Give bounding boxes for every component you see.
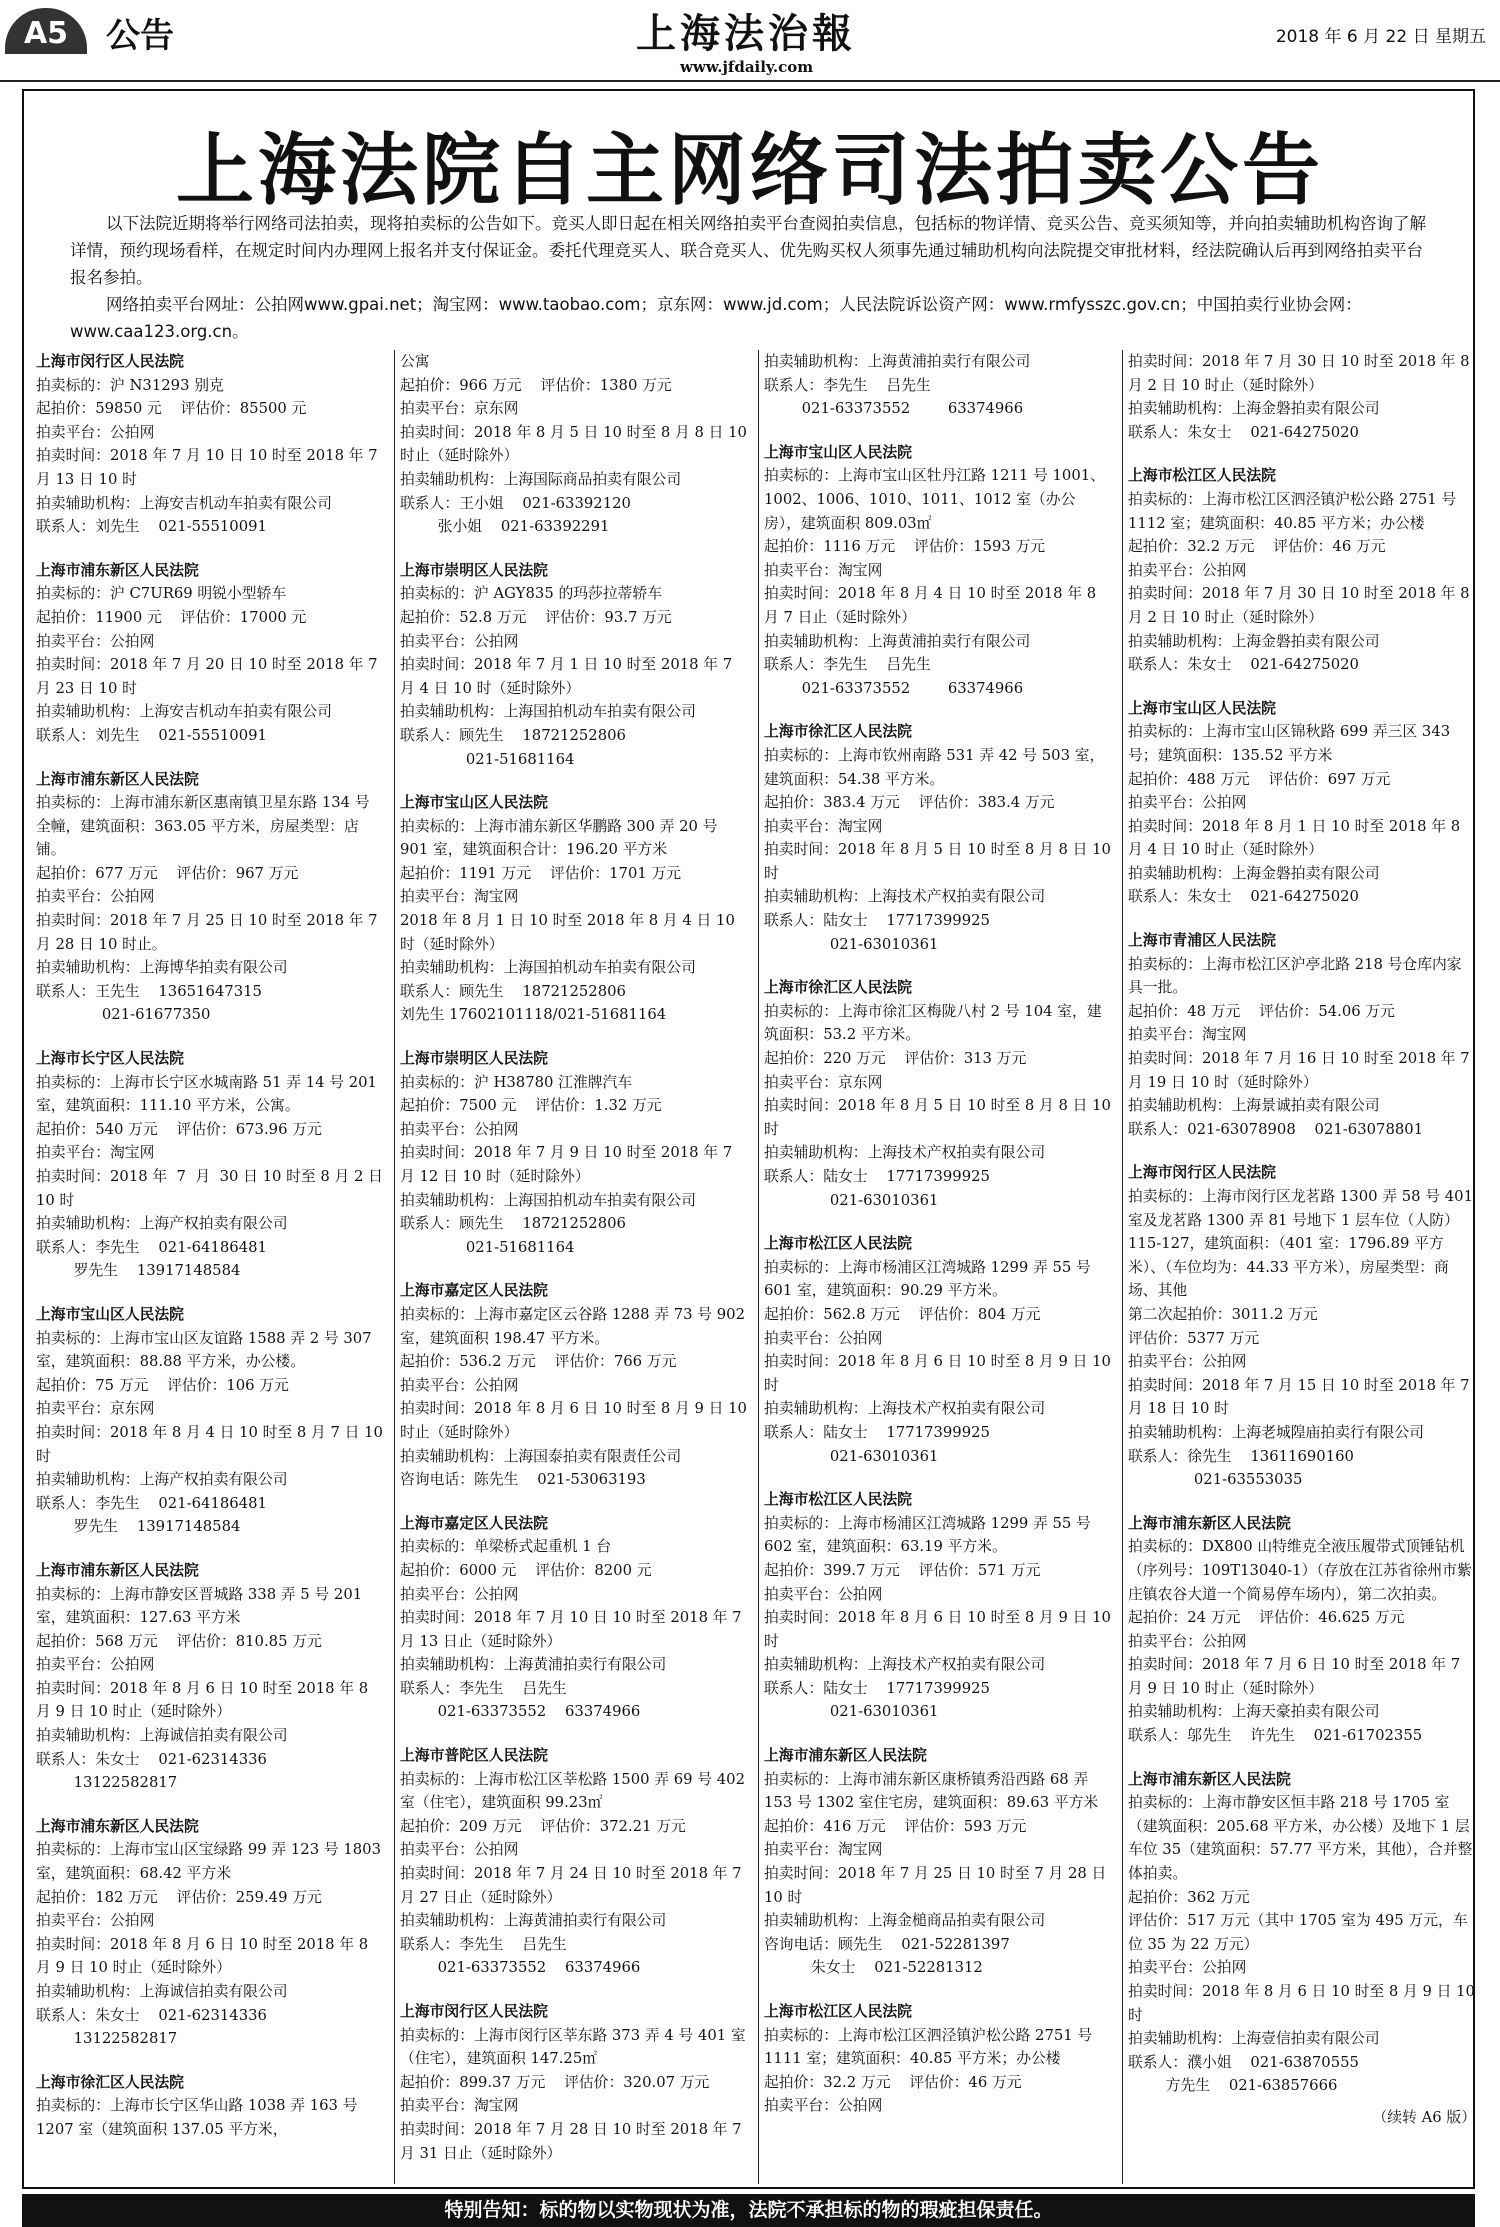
notice-line: 联系人：李先生 021-64186481 — [36, 1238, 267, 1256]
column-1 — [36, 350, 388, 2184]
notice-line: 起拍价：11900 元 评估价：17000 元 — [36, 608, 307, 626]
auction-notice — [764, 1744, 1112, 1980]
header-rule — [0, 80, 1500, 82]
notice-line: 拍卖标的：沪 H38780 江淮牌汽车 — [400, 1073, 633, 1091]
notice-line: 联系人：王先生 13651647315 — [36, 982, 262, 1000]
notice-line: 起拍价：24 万元 评估价：46.625 万元 — [1128, 1609, 1405, 1627]
page-number-badge: A5 — [5, 8, 87, 54]
notice-line: 联系人：李先生 吕先生 — [764, 376, 931, 394]
notice-line: 拍卖平台：公拍网 — [36, 888, 155, 906]
notice-line: 联系人：021-63078908 021-63078801 — [1128, 1120, 1424, 1138]
notice-line: 021-63010361 — [764, 1191, 939, 1209]
notice-line: 拍卖辅助机构：上海天豪拍卖有限公司 — [1128, 1703, 1380, 1721]
column-divider — [394, 350, 395, 2184]
auction-columns — [36, 350, 1480, 2184]
section-title: 公告 — [106, 16, 174, 56]
notice-line: 拍卖辅助机构：上海产权拍卖有限公司 — [36, 1215, 288, 1233]
court-name: 上海市徐汇区人民法院 — [764, 723, 912, 741]
notice-line: 拍卖辅助机构：上海诚信拍卖有限公司 — [36, 1727, 288, 1745]
notice-line: 拍卖平台：公拍网 — [36, 423, 155, 441]
notice-line: 拍卖平台：京东网 — [764, 1073, 883, 1091]
notice-line: 起拍价：540 万元 评估价：673.96 万元 — [36, 1120, 322, 1138]
notice-line: 拍卖平台：淘宝网 — [764, 561, 883, 579]
notice-line: 拍卖辅助机构：上海景诚拍卖有限公司 — [1128, 1097, 1380, 1115]
notice-line: 罗先生 13917148584 — [36, 1262, 241, 1280]
court-name: 上海市宝山区人民法院 — [36, 1305, 184, 1323]
notice-line: 拍卖平台：公拍网 — [1128, 794, 1247, 812]
notice-line: 拍卖时间：2018 年 8 月 4 日 10 时至 2018 年 8 月 7 日止（延时除外） — [764, 585, 1101, 626]
notice-line: 拍卖辅助机构：上海金磐拍卖有限公司 — [1128, 864, 1380, 882]
notice-line: 张小姐 021-63392291 — [400, 518, 610, 536]
announcement-title: 上海法院自主网络司法拍卖公告 — [175, 126, 1324, 216]
notice-line: 联系人：朱女士 021-62314336 — [36, 2006, 267, 2024]
notice-line: 起拍价：362 万元 — [1128, 1888, 1250, 1906]
auction-notice — [400, 350, 752, 539]
notice-line: 拍卖时间：2018 年 7 月 30 日 10 时至 2018 年 8 月 2 日 10 时止（延时除外） — [1128, 585, 1475, 626]
notice-line: 拍卖标的：上海市静安区恒丰路 218 号 1705 室（建筑面积：205.68 平方米，办公楼）及地下 1 层车位 35（建筑面积：57.77 平方米，其他），合并整体拍卖。 — [1128, 1794, 1473, 1883]
court-name: 上海市浦东新区人民法院 — [36, 1817, 199, 1835]
notice-line: 021-51681164 — [400, 1238, 575, 1256]
notice-line: 拍卖时间：2018 年 7 月 15 日 10 时至 2018 年 7 月 18 日 10 时 — [1128, 1376, 1475, 1418]
notice-line: 拍卖时间：2018 年 7 月 24 日 10 时至 2018 年 7 月 27 日止（延时除外） — [400, 1865, 747, 1906]
notice-line: 拍卖辅助机构：上海黄浦拍卖行有限公司 — [764, 353, 1031, 370]
notice-line: 拍卖辅助机构：上海博华拍卖有限公司 — [36, 959, 288, 977]
notice-line: 拍卖平台：公拍网 — [1128, 1632, 1247, 1650]
notice-line: 021-63373552 63374966 — [400, 1703, 641, 1721]
notice-line: 联系人：朱女士 021-62314336 — [36, 1750, 267, 1768]
notice-line: 起拍价：568 万元 评估价：810.85 万元 — [36, 1632, 322, 1650]
auction-notice — [764, 1488, 1116, 1724]
notice-line: 起拍价：488 万元 评估价：697 万元 — [1128, 770, 1391, 788]
notice-line: 起拍价：562.8 万元 评估价：804 万元 — [764, 1305, 1041, 1323]
notice-line: 拍卖辅助机构：上海国际商品拍卖有限公司 — [400, 470, 682, 488]
column-3 — [764, 350, 1116, 2184]
court-name: 上海市嘉定区人民法院 — [400, 1514, 548, 1532]
notice-line: 拍卖标的：沪 C7UR69 明锐小型轿车 — [36, 585, 287, 603]
notice-line: 起拍价：75 万元 评估价：106 万元 — [36, 1376, 289, 1394]
notice-line: 起拍价：220 万元 评估价：313 万元 — [764, 1050, 1027, 1068]
notice-line: 联系人：李先生 吕先生 — [400, 1935, 567, 1953]
auction-notice — [36, 350, 384, 539]
notice-line: 刘先生 17602101118/021-51681164 — [400, 1006, 667, 1024]
notice-line: 拍卖标的：上海市松江区泗泾镇沪松公路 2751 号 1112 室；建筑面积：40.85 平方米；办公楼 — [1128, 490, 1461, 532]
notice-line: 联系人：王小姐 021-63392120 — [400, 494, 631, 512]
court-name: 上海市松江区人民法院 — [764, 2003, 912, 2020]
notice-line: 拍卖时间：2018 年 7 月 9 日 10 时至 2018 年 7 月 12 日 10 时（延时除外） — [400, 1144, 737, 1185]
notice-line: 联系人：濮小姐 021-63870555 — [1128, 2053, 1359, 2071]
auction-notice — [400, 1512, 748, 1724]
notice-line: 起拍价：48 万元 评估价：54.06 万元 — [1128, 1002, 1395, 1020]
notice-line: 联系人：陆女士 17717399925 — [764, 1679, 990, 1697]
court-name: 上海市徐汇区人民法院 — [764, 979, 912, 997]
court-name: 上海市闵行区人民法院 — [1128, 1164, 1276, 1182]
notice-line: 拍卖标的：上海市宝山区锦秋路 699 弄三区 343 号；建筑面积：135.52 平方米 — [1128, 723, 1455, 764]
notice-line: 拍卖标的：DX800 山特维克全液压履带式顶锤钻机（序列号：109T13040-1）（存放在江苏省徐州市紫庄镇农谷大道一个简易停车场内），第二次拍卖。 — [1128, 1538, 1472, 1603]
notice-line: 联系人：顾先生 18721252806 — [400, 982, 626, 1000]
notice-line: 起拍价：32.2 万元 评估价：46 万元 — [1128, 538, 1386, 556]
notice-line: 拍卖标的：上海市宝山区宝绿路 99 弄 123 号 1803 室，建筑面积：68.42 平方米 — [36, 1841, 386, 1883]
notice-line: 拍卖时间：2018 年 8 月 6 日 10 时至 8 月 9 日 10 时止（延时除外） — [400, 1400, 752, 1441]
notice-line: 联系人：朱女士 021-64275020 — [1128, 656, 1359, 674]
notice-line: 拍卖标的：上海市闵行区龙茗路 1300 弄 58 号 401 室及龙茗路 1300 弄 81 号地下 1 层车位（人防）115-127，建筑面积：（401 室：1796.89 平方米）、（车位均为：44.33 平方米），房屋类型：商场、其他 — [1128, 1188, 1478, 1300]
notice-line: 公寓 — [400, 353, 430, 370]
notice-line: 拍卖平台：公拍网 — [764, 1585, 883, 1603]
notice-line: 拍卖时间：2018 年 8 月 5 日 10 时至 8 月 8 日 10 时止（延时除外） — [400, 423, 752, 465]
notice-line: 联系人：徐先生 13611690160 — [1128, 1447, 1354, 1465]
notice-line: 拍卖标的：上海市松江区莘松路 1500 弄 69 号 402 室（住宅），建筑面积 99.23㎡ — [400, 1770, 750, 1812]
notice-line: 拍卖标的：上海市静安区晋城路 338 弄 5 号 201 室，建筑面积：127.63 平方米 — [36, 1585, 367, 1627]
notice-line: 拍卖时间：2018 年 7 月 28 日 10 时至 2018 年 7 月 31 日止（延时除外） — [400, 2120, 747, 2162]
auction-notice — [36, 768, 384, 1028]
notice-line: 拍卖时间：2018 年 8 月 6 日 10 时至 8 月 9 日 10 时 — [764, 1353, 1116, 1394]
notice-line: 起拍价：677 万元 评估价：967 万元 — [36, 864, 299, 882]
auction-notice — [764, 720, 1116, 956]
notice-line: 起拍价：899.37 万元 评估价：320.07 万元 — [400, 2073, 710, 2091]
court-name: 上海市松江区人民法院 — [1128, 467, 1276, 485]
notice-line: 起拍价：416 万元 评估价：593 万元 — [764, 1817, 1027, 1835]
auction-notice — [400, 1047, 748, 1259]
notice-line: 13122582817 — [36, 2030, 178, 2048]
notice-line: 拍卖平台：公拍网 — [36, 632, 155, 650]
auction-notice — [1128, 1768, 1480, 2098]
notice-line: 拍卖辅助机构：上海国拍机动车拍卖有限公司 — [400, 1191, 696, 1209]
notice-line: 拍卖时间：2018 年 8 月 4 日 10 时至 8 月 7 日 10 时 — [36, 1423, 388, 1465]
notice-line: 021-63010361 — [764, 1447, 939, 1465]
court-name: 上海市普陀区人民法院 — [400, 1747, 548, 1765]
notice-line: 拍卖辅助机构：上海产权拍卖有限公司 — [36, 1471, 288, 1489]
notice-line: 拍卖平台：京东网 — [36, 1400, 155, 1418]
notice-line: 联系人：李先生 吕先生 — [400, 1679, 567, 1697]
column-2 — [400, 350, 752, 2184]
notice-line: 拍卖辅助机构：上海技术产权拍卖有限公司 — [764, 1144, 1046, 1162]
issue-date: 2018 年 6 月 22 日 星期五 — [1275, 27, 1486, 47]
notice-line: 拍卖标的：上海市嘉定区云谷路 1288 弄 73 号 902 室，建筑面积 198.47 平方米。 — [400, 1305, 750, 1347]
page-header — [0, 0, 1500, 82]
notice-line: 拍卖平台：公拍网 — [400, 1120, 519, 1138]
notice-line: 拍卖标的：上海市闵行区莘东路 373 弄 4 号 401 室（住宅），建筑面积 147.25㎡ — [400, 2026, 746, 2068]
notice-line: 联系人：李先生 021-64186481 — [36, 1494, 267, 1512]
notice-line: 起拍价：1116 万元 评估价：1593 万元 — [764, 538, 1046, 556]
court-name: 上海市宝山区人民法院 — [1128, 699, 1276, 717]
notice-line: 拍卖标的：上海市长宁区水城南路 51 弄 14 号 201 室，建筑面积：111.10 平方米，公寓。 — [36, 1073, 382, 1115]
notice-line: 拍卖辅助机构：上海老城隍庙拍卖行有限公司 — [1128, 1423, 1424, 1441]
notice-line: 联系人：陆女士 17717399925 — [764, 912, 990, 930]
notice-line: 2018 年 8 月 1 日 10 时至 2018 年 8 月 4 日 10 时（延时除外） — [400, 912, 740, 953]
court-name: 上海市浦东新区人民法院 — [1128, 1770, 1291, 1788]
notice-line: 021-63553035 — [1128, 1471, 1303, 1489]
court-name: 上海市浦东新区人民法院 — [36, 561, 199, 579]
auction-notice — [1128, 350, 1476, 444]
notice-line: 拍卖平台：公拍网 — [1128, 1959, 1247, 1977]
auction-notice — [764, 1232, 1116, 1468]
notice-line: 第二次起拍价：3011.2 万元 — [1128, 1305, 1318, 1323]
notice-line: 拍卖时间：2018 年 8 月 6 日 10 时至 8 月 9 日 10 时 — [1128, 1983, 1480, 2024]
newspaper-masthead: 上海法治報 — [636, 10, 856, 57]
notice-line: 021-61677350 — [36, 1006, 211, 1024]
auction-notice — [764, 976, 1116, 1212]
court-name: 上海市浦东新区人民法院 — [36, 770, 199, 788]
notice-line: 拍卖平台：公拍网 — [400, 632, 519, 650]
notice-line: 拍卖辅助机构：上海安吉机动车拍卖有限公司 — [36, 703, 332, 721]
notice-line: 拍卖时间：2018 年 8 月 6 日 10 时至 2018 年 8 月 9 日 10 时止（延时除外） — [36, 1935, 373, 1977]
footer-notice: 特别告知：标的物以实物现状为准，法院不承担标的物的瑕疵担保责任。 — [22, 2194, 1475, 2227]
notice-line: 拍卖平台：公拍网 — [400, 1585, 519, 1603]
notice-line: 拍卖标的：上海市徐汇区梅陇八村 2 号 104 室，建筑面积：53.2 平方米。 — [764, 1002, 1102, 1044]
court-name: 上海市长宁区人民法院 — [36, 1050, 184, 1068]
notice-line: 拍卖标的：沪 AGY835 的玛莎拉蒂轿车 — [400, 585, 663, 603]
auction-notice — [400, 1279, 752, 1491]
auction-notice — [400, 1744, 748, 1980]
intro-paragraph: 以下法院近期将举行网络司法拍卖，现将拍卖标的公告如下。竞买人即日起在相关网络拍卖平台查阅拍卖信息，包括标的物详情、竞买公告、竞买须知等，并向拍卖辅助机构咨询了解详情，预约现场看样，在规定时间内办理网上报名并支付保证金。委托代理竞买人、联合竞买人、优先购买权人须事先通过辅助机构向法院提交审批材料，经法院确认后再到网络拍卖平台报名参拍。 — [70, 214, 1426, 287]
auction-notice — [400, 2000, 748, 2165]
auction-notice — [1128, 1161, 1476, 1491]
notice-line: 拍卖平台：公拍网 — [36, 1656, 155, 1674]
notice-line: 拍卖辅助机构：上海国拍机动车拍卖有限公司 — [400, 959, 696, 977]
notice-line: 拍卖时间：2018 年 7 月 6 日 10 时至 2018 年 7 月 9 日 10 时止（延时除外） — [1128, 1656, 1465, 1697]
notice-line: 拍卖辅助机构：上海技术产权拍卖有限公司 — [764, 888, 1046, 906]
notice-line: 拍卖标的：上海市浦东新区华鹏路 300 弄 20 号 901 室，建筑面积合计：196.20 平方米 — [400, 817, 723, 859]
notice-line: 拍卖辅助机构：上海金磐拍卖有限公司 — [1128, 400, 1380, 418]
court-name: 上海市松江区人民法院 — [764, 1235, 912, 1253]
auction-notice — [36, 1559, 384, 1795]
notice-line: 拍卖辅助机构：上海金磐拍卖有限公司 — [1128, 632, 1380, 650]
notice-line: 朱女士 021-52281312 — [764, 1959, 983, 1977]
notice-line: 拍卖时间：2018 年 8 月 6 日 10 时至 8 月 9 日 10 时 — [764, 1609, 1116, 1650]
notice-line: 拍卖标的：上海市松江区沪亭北路 218 号仓库内家具一批。 — [1128, 955, 1462, 997]
notice-line: 拍卖辅助机构：上海壹信拍卖有限公司 — [1128, 2030, 1380, 2048]
notice-line: 拍卖标的：单梁桥式起重机 1 台 — [400, 1538, 612, 1556]
notice-line: 拍卖平台：公拍网 — [36, 1912, 155, 1930]
auction-notice — [36, 2071, 384, 2142]
notice-line: 拍卖标的：上海市宝山区牡丹江路 1211 号 1001、1002、1006、1010、1011、1012 室（办公房），建筑面积 809.03㎡ — [764, 467, 1105, 532]
auction-notice — [764, 350, 1112, 421]
notice-line: 联系人：李先生 吕先生 — [764, 656, 931, 674]
notice-line: 评估价：517 万元（其中 1705 室为 495 万元，车位 35 为 22 万元） — [1128, 1912, 1468, 1953]
notice-line: 021-63373552 63374966 — [764, 400, 1024, 418]
notice-line: 拍卖时间：2018 年 7 月 20 日 10 时至 2018 年 7 月 23 日 10 时 — [36, 656, 383, 697]
notice-line: 拍卖时间：2018 年 8 月 5 日 10 时至 8 月 8 日 10 时 — [764, 841, 1116, 882]
continued-note: （续转 A6 版） — [1372, 2108, 1476, 2126]
notice-line: 拍卖辅助机构：上海国泰拍卖有限责任公司 — [400, 1447, 682, 1465]
column-divider — [758, 350, 759, 2184]
notice-line: 拍卖标的：沪 N31293 别克 — [36, 376, 224, 394]
notice-line: 联系人：陆女士 17717399925 — [764, 1168, 990, 1185]
notice-line: 13122582817 — [36, 1774, 178, 1792]
auction-notice — [1128, 1512, 1476, 1748]
court-name: 上海市浦东新区人民法院 — [1128, 1514, 1291, 1532]
notice-line: 拍卖平台：淘宝网 — [400, 2097, 519, 2115]
notice-line: 起拍价：52.8 万元 评估价：93.7 万元 — [400, 608, 672, 626]
notice-line: 联系人：刘先生 021-55510091 — [36, 726, 267, 744]
notice-line: 拍卖辅助机构：上海技术产权拍卖有限公司 — [764, 1400, 1046, 1418]
court-name: 上海市徐汇区人民法院 — [36, 2073, 184, 2091]
auction-notice — [1128, 929, 1476, 1141]
notice-line: 拍卖时间：2018 年 8 月 6 日 10 时至 2018 年 8 月 9 日 10 时止（延时除外） — [36, 1679, 373, 1721]
notice-line: 咨询电话：顾先生 021-52281397 — [764, 1935, 1010, 1953]
notice-line: 拍卖平台：公拍网 — [400, 1841, 519, 1859]
auction-notice — [36, 1303, 388, 1539]
notice-line: 拍卖标的：上海市杨浦区江湾城路 1299 弄 55 号 601 室，建筑面积：90.29 平方米。 — [764, 1258, 1096, 1300]
notice-line: 拍卖辅助机构：上海黄浦拍卖行有限公司 — [400, 1912, 667, 1930]
notice-line: 起拍价：6000 元 评估价：8200 元 — [400, 1561, 652, 1579]
notice-line: 拍卖平台：公拍网 — [764, 1329, 883, 1347]
notice-line: 联系人：刘先生 021-55510091 — [36, 518, 267, 536]
auction-notice — [1128, 697, 1476, 909]
notice-line: 拍卖平台：淘宝网 — [400, 888, 519, 906]
auction-notice — [36, 559, 384, 748]
notice-line: 拍卖辅助机构：上海黄浦拍卖行有限公司 — [400, 1656, 667, 1674]
notice-line: 拍卖标的：上海市宝山区友谊路 1588 弄 2 号 307 室，建筑面积：88.88 平方米，办公楼。 — [36, 1329, 377, 1371]
notice-line: 拍卖时间：2018 年 7 月 10 日 10 时至 2018 年 7 月 13 日 10 时 — [36, 447, 383, 488]
notice-line: 021-63010361 — [764, 1703, 939, 1721]
auction-notice — [764, 2000, 1112, 2118]
notice-line: 联系人：朱女士 021-64275020 — [1128, 888, 1359, 906]
notice-line: 拍卖时间：2018 年 7 月 25 日 10 时至 2018 年 7 月 28 日 10 时止。 — [36, 912, 383, 953]
court-name: 上海市浦东新区人民法院 — [764, 1747, 927, 1765]
notice-line: 021-63010361 — [764, 935, 939, 953]
notice-line: 021-63373552 63374966 — [400, 1959, 641, 1977]
notice-line: 联系人：邬先生 许先生 021-61702355 — [1128, 1727, 1423, 1745]
notice-line: 起拍价：1191 万元 评估价：1701 万元 — [400, 864, 682, 882]
notice-line: 起拍价：399.7 万元 评估价：571 万元 — [764, 1561, 1041, 1579]
court-name: 上海市松江区人民法院 — [764, 1491, 912, 1509]
column-4 — [1128, 350, 1480, 2184]
notice-line: 起拍价：536.2 万元 评估价：766 万元 — [400, 1353, 677, 1371]
notice-line: 021-63373552 63374966 — [764, 679, 1024, 697]
notice-line: 起拍价：59850 元 评估价：85500 元 — [36, 400, 307, 418]
notice-line: 评估价：5377 万元 — [1128, 1329, 1260, 1347]
notice-line: 起拍价：182 万元 评估价：259.49 万元 — [36, 1888, 322, 1906]
notice-line: 拍卖时间：2018 年 8 月 1 日 10 时至 2018 年 8 月 4 日 10 时止（延时除外） — [1128, 817, 1465, 859]
notice-line: 拍卖标的：上海市浦东新区康桥镇秀沿西路 68 弄 153 号 1302 室住宅房，建筑面积：89.63 平方米 — [764, 1770, 1099, 1812]
notice-line: 咨询电话：陈先生 021-53063193 — [400, 1471, 646, 1489]
notice-line: 拍卖平台：淘宝网 — [36, 1144, 155, 1162]
notice-line: 拍卖标的：上海市杨浦区江湾城路 1299 弄 55 号 602 室，建筑面积：63.19 平方米。 — [764, 1514, 1096, 1556]
court-name: 上海市宝山区人民法院 — [764, 443, 912, 461]
court-name: 上海市嘉定区人民法院 — [400, 1282, 548, 1300]
notice-line: 拍卖平台：淘宝网 — [764, 817, 883, 835]
notice-line: 拍卖平台：公拍网 — [1128, 1353, 1247, 1371]
notice-line: 方先生 021-63857666 — [1128, 2077, 1338, 2095]
notice-line: 起拍价：966 万元 评估价：1380 万元 — [400, 376, 672, 394]
notice-line: 拍卖标的：上海市松江区泗泾镇沪松公路 2751 号 1111 室；建筑面积：40.85 平方米；办公楼 — [764, 2026, 1097, 2068]
intro-platforms: 网络拍卖平台网址：公拍网www.gpai.net；淘宝网：www.taobao.com；京东网：www.jd.com；人民法院诉讼资产网：www.rmfysszc.gov.cn；中国拍卖行业协会网：www.caa123.org.cn。 — [70, 295, 1362, 341]
notice-line: 联系人：朱女士 021-64275020 — [1128, 423, 1359, 441]
notice-line: 拍卖标的：上海市长宁区华山路 1038 弄 163 号 1207 室（建筑面积 137.05 平方米， — [36, 2097, 363, 2138]
notice-line: 联系人：顾先生 18721252806 — [400, 1215, 626, 1233]
court-name: 上海市崇明区人民法院 — [400, 561, 548, 579]
auction-notice — [764, 441, 1112, 701]
court-name: 上海市闵行区人民法院 — [400, 2003, 548, 2020]
notice-line: 拍卖平台：公拍网 — [764, 2097, 883, 2115]
notice-line: 拍卖时间：2018 年 7 月 30 日 10 时至 2018 年 8 月 2 日 10 时止（延时除外） — [1128, 353, 1475, 394]
notice-line: 拍卖时间：2018 年 7 月 25 日 10 时至 7 月 28 日 10 时 — [764, 1865, 1111, 1906]
notice-line: 起拍价：7500 元 评估价：1.32 万元 — [400, 1097, 662, 1115]
notice-line: 拍卖时间：2018 年 8 月 5 日 10 时至 8 月 8 日 10 时 — [764, 1097, 1116, 1138]
notice-line: 拍卖平台：公拍网 — [400, 1376, 519, 1394]
notice-line: 拍卖辅助机构：上海国拍机动车拍卖有限公司 — [400, 703, 696, 721]
notice-line: 拍卖辅助机构：上海安吉机动车拍卖有限公司 — [36, 494, 332, 512]
auction-notice — [36, 1815, 384, 2051]
notice-line: 起拍价：32.2 万元 评估价：46 万元 — [764, 2073, 1022, 2091]
notice-line: 罗先生 13917148584 — [36, 1518, 241, 1536]
website-url: www.jfdaily.com — [680, 58, 814, 76]
auction-notice — [1128, 464, 1476, 676]
notice-line: 拍卖平台：京东网 — [400, 400, 519, 418]
notice-line: 拍卖平台：淘宝网 — [764, 1841, 883, 1859]
notice-line: 拍卖时间：2018 年 7 月 1 日 10 时至 2018 年 7 月 4 日 10 时（延时除外） — [400, 656, 737, 697]
notice-line: 拍卖时间：2018 年 7 月 16 日 10 时至 2018 年 7 月 19 日 10 时（延时除外） — [1128, 1050, 1475, 1091]
court-name: 上海市崇明区人民法院 — [400, 1050, 548, 1068]
column-divider — [1122, 350, 1123, 2184]
notice-line: 拍卖标的：上海市浦东新区惠南镇卫星东路 134 号全幢，建筑面积：363.05 平方米，房屋类型：店铺。 — [36, 794, 370, 859]
court-name: 上海市青浦区人民法院 — [1128, 932, 1276, 950]
notice-line: 拍卖时间：2018 年 7 月 10 日 10 时至 2018 年 7 月 13 日止（延时除外） — [400, 1609, 747, 1650]
notice-line: 拍卖辅助机构：上海黄浦拍卖行有限公司 — [764, 632, 1031, 650]
court-name: 上海市闵行区人民法院 — [36, 353, 184, 370]
notice-line: 021-51681164 — [400, 750, 575, 768]
court-name: 上海市宝山区人民法院 — [400, 794, 548, 812]
notice-line: 拍卖时间：2018 年 7 月 30 日 10 时至 8 月 2 日 10 时 — [36, 1168, 388, 1209]
notice-line: 联系人：陆女士 17717399925 — [764, 1423, 990, 1441]
notice-line: 拍卖辅助机构：上海诚信拍卖有限公司 — [36, 1983, 288, 2000]
notice-line: 拍卖标的：上海市钦州南路 531 弄 42 号 503 室，建筑面积：54.38 平方米。 — [764, 746, 1105, 788]
notice-line: 起拍价：383.4 万元 评估价：383.4 万元 — [764, 794, 1055, 812]
notice-line: 起拍价：209 万元 评估价：372.21 万元 — [400, 1817, 686, 1835]
notice-line: 拍卖辅助机构：上海金槌商品拍卖有限公司 — [764, 1912, 1046, 1930]
intro-text — [70, 210, 1432, 345]
court-name: 上海市浦东新区人民法院 — [36, 1561, 199, 1579]
auction-notice — [36, 1047, 388, 1283]
notice-line: 拍卖平台：公拍网 — [1128, 561, 1247, 579]
auction-notice — [400, 791, 748, 1027]
notice-line: 联系人：顾先生 18721252806 — [400, 726, 626, 744]
notice-line: 拍卖辅助机构：上海技术产权拍卖有限公司 — [764, 1656, 1046, 1674]
auction-notice — [400, 559, 748, 771]
notice-line: 拍卖平台：淘宝网 — [1128, 1026, 1247, 1044]
